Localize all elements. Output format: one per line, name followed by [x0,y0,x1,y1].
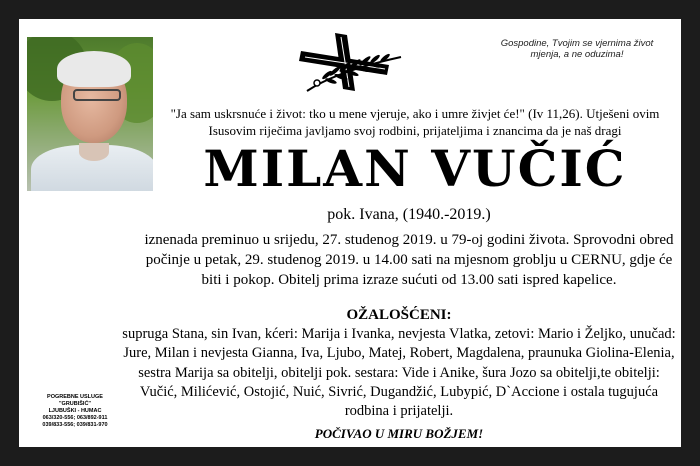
closing-line: POČIVAO U MIRU BOŽJEM! [314,426,484,441]
deceased-subtitle: pok. Ivana, (1940.-2019.) [327,206,491,223]
funeral-service-info [27,394,123,429]
top-quote: Gospodine, Tvojim se vjernima život mjenja, a ne oduzima! [500,38,654,60]
mourners-list: supruga Stana, sin Ivan, kćeri: Marija i Ivanka, nevjesta Vlatka, zetovi: Mario i Željko, unučad: Jure, Milan i nevjesta Gianna, Iva, Ljubo, Matej, Robert, Magdalena, praunuka Giolina-Elenia, sestra Marija sa obitelji, obitelji pok. sestara: Vide i Anike, šura Jozo sa obitelji,te obitelji: Vučić, Milićević, Ostojić, Nuić, Sivrić, Dugandžić, Lubурić, D`Accione i ostala tugujuća rodbina i prijatelji. [122,326,676,420]
cross-with-palm-icon [297,31,403,93]
obituary-card [19,19,681,447]
mourners-heading: OŽALOŠĆENI: [346,307,452,323]
funeral-service-line: LJUBUŠKI - HUMAC [48,408,102,414]
intro-text: "Ja sam uskrsnuće i život: tko u mene vjeruje, ako i umre živjet će!" (Iv 11,26). Utješeni ovim Isusovim riječima javljamo svoj rodbini, prijateljima i znancima da je naš dragi [170,106,660,138]
funeral-service-line: POGREBNE USLUGE [47,394,103,400]
deceased-portrait [27,37,153,191]
deceased-name: MILAN VUČIĆ [203,139,627,198]
funeral-details: iznenada preminuo u srijedu, 27. studenog 2019. u 79-oj godini života. Sprovodni obred počinje u petak, 29. studenog 2019. u 14.00 sati na mjesnom groblju u CERNU, gdje će biti i pokop. Obitelj prima izraze sućuti od 13.00 sati ispred kapelice. [144,232,674,288]
funeral-service-line: "GRUBIŠIĆ" [58,401,92,407]
funeral-service-line: 039/833-556; 039/831-970 [42,422,108,428]
funeral-service-line: 063/320-556; 063/892-911 [42,415,108,421]
